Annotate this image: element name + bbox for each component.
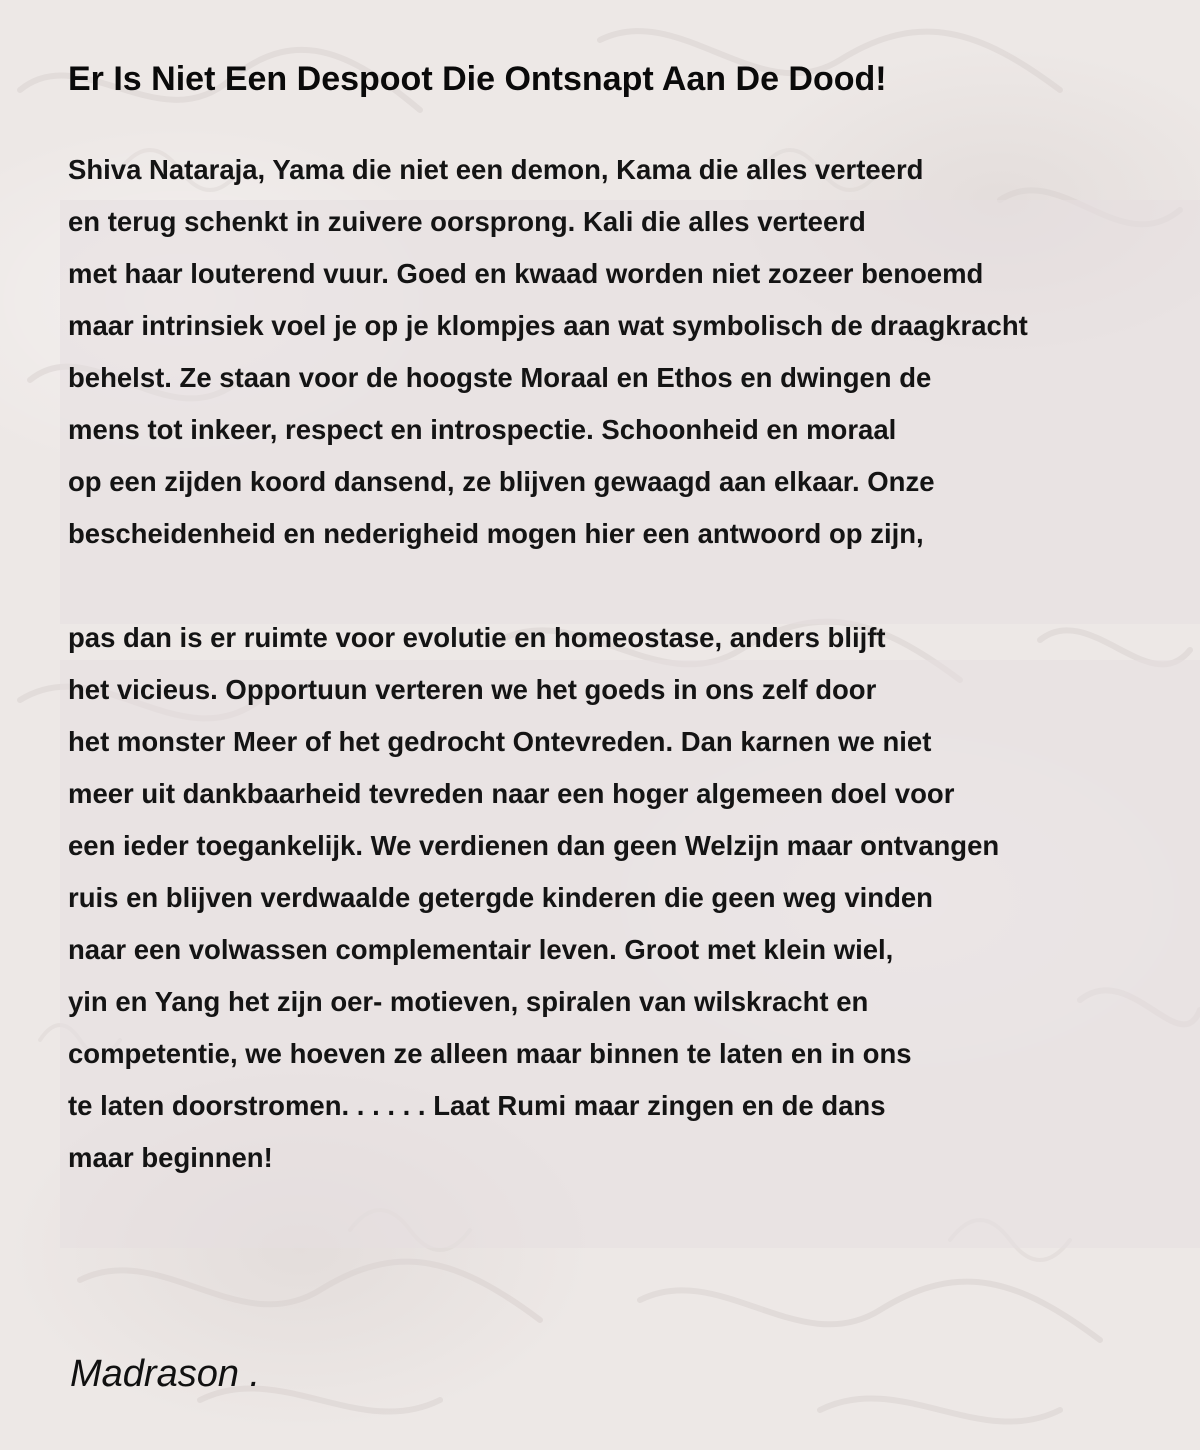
poem-line: meer uit dankbaarheid tevreden naar een hoger algemeen doel voor	[68, 778, 955, 809]
poem-line: pas dan is er ruimte voor evolutie en homeostase, anders blijft	[68, 622, 886, 653]
poem-line: met haar louterend vuur. Goed en kwaad worden niet zozeer benoemd	[68, 258, 984, 289]
poem-line: mens tot inkeer, respect en introspectie. Schoonheid en moraal	[68, 414, 897, 445]
poem-line: op een zijden koord dansend, ze blijven gewaagd aan elkaar. Onze	[68, 466, 935, 497]
poem-title: Er Is Niet Een Despoot Die Ontsnapt Aan De Dood!	[68, 60, 887, 98]
poem-line: behelst. Ze staan voor de hoogste Moraal en Ethos en dwingen de	[68, 362, 932, 393]
stanza-2	[68, 612, 1200, 1184]
poem-line: yin en Yang het zijn oer- motieven, spiralen van wilskracht en	[68, 986, 869, 1017]
stanza-1	[68, 144, 1200, 560]
poem-line: het vicieus. Opportuun verteren we het goeds in ons zelf door	[68, 674, 877, 705]
poem-container	[68, 58, 1200, 1184]
poem-line: maar intrinsiek voel je op je klompjes aan wat symbolisch de draagkracht	[68, 310, 1028, 341]
poem-line: naar een volwassen complementair leven. Groot met klein wiel,	[68, 934, 894, 965]
author-name: Madrason .	[70, 1353, 261, 1395]
poem-line: en terug schenkt in zuivere oorsprong. Kali die alles verteerd	[68, 206, 866, 237]
poem-line: te laten doorstromen. . . . . . Laat Rumi maar zingen en de dans	[68, 1090, 886, 1121]
poem-line: maar beginnen!	[68, 1142, 273, 1173]
poem-line: bescheidenheid en nederigheid mogen hier een antwoord op zijn,	[68, 518, 924, 549]
poem-line: Shiva Nataraja, Yama die niet een demon, Kama die alles verteerd	[68, 154, 924, 185]
poem-line: een ieder toegankelijk. We verdienen dan geen Welzijn maar ontvangen	[68, 830, 1000, 861]
poem-line: het monster Meer of het gedrocht Ontevreden. Dan karnen we niet	[68, 726, 932, 757]
poem-line: competentie, we hoeven ze alleen maar binnen te laten en in ons	[68, 1038, 912, 1069]
poem-line: ruis en blijven verdwaalde getergde kinderen die geen weg vinden	[68, 882, 933, 913]
